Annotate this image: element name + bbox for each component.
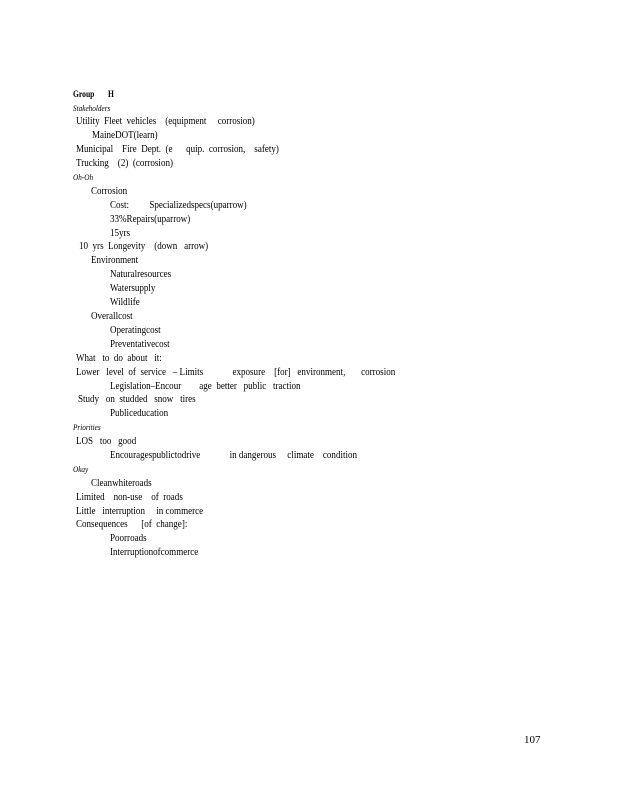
group-letter: H [108, 90, 114, 100]
outline-item: 15yrs [110, 228, 131, 239]
outline-item: Preventativecost [110, 339, 170, 350]
group-label: Group [73, 90, 95, 100]
outline-item: Limited non-use of roads [76, 492, 183, 503]
stakeholder-line: Trucking (2) (corrosion) [76, 158, 173, 169]
outline-item: Overallcost [91, 311, 133, 322]
outline-item: Study on studded snow tires [78, 394, 196, 405]
outline-item: 10 yrs Longevity (down arrow) [79, 241, 209, 252]
section-priorities: Priorities [73, 422, 101, 432]
outline-item: Interruptionofcommerce [110, 547, 199, 558]
outline-item: Encouragespublictodrive in dangerous climate condition [110, 450, 358, 461]
outline-item: Little interruption in commerce [76, 506, 204, 517]
outline-item: Publiceducation [110, 408, 169, 419]
outline-item: 33%Repairs(uparrow) [110, 214, 191, 225]
stakeholder-line: Municipal Fire Dept. (e quip. corrosion, safety) [76, 144, 279, 155]
outline-item: Legislation–Encour age better public traction [110, 381, 301, 392]
outline-item: Lower level of service – Limits exposure [for] environment, corrosion [76, 367, 396, 378]
outline-item: Corrosion [91, 186, 128, 197]
outline-item: Watersupply [110, 283, 156, 294]
outline-item: Wildlife [110, 297, 140, 308]
outline-item: Naturalresources [110, 269, 172, 280]
outline-item: LOS too good [76, 436, 137, 447]
section-oh-oh: Oh-Oh [73, 172, 94, 182]
outline-item: Cost: Specializedspecs(uparrow) [110, 200, 247, 211]
outline-item: What to do about it: [76, 353, 162, 364]
outline-item: Operatingcost [110, 325, 161, 336]
outline-item: Poorroads [110, 533, 147, 544]
outline-item: Cleanwhiteroads [91, 478, 152, 489]
section-stakeholders: Stakeholders [73, 103, 111, 113]
section-okay: Okay [73, 464, 89, 474]
stakeholder-line: Utility Fleet vehicles (equipment corrosion) [76, 116, 255, 127]
outline-item: Environment [91, 255, 139, 266]
outline-item: Consequences [of change]: [76, 519, 188, 530]
page-number: 107 [524, 734, 541, 746]
stakeholder-line: MaineDOT(learn) [92, 130, 158, 141]
